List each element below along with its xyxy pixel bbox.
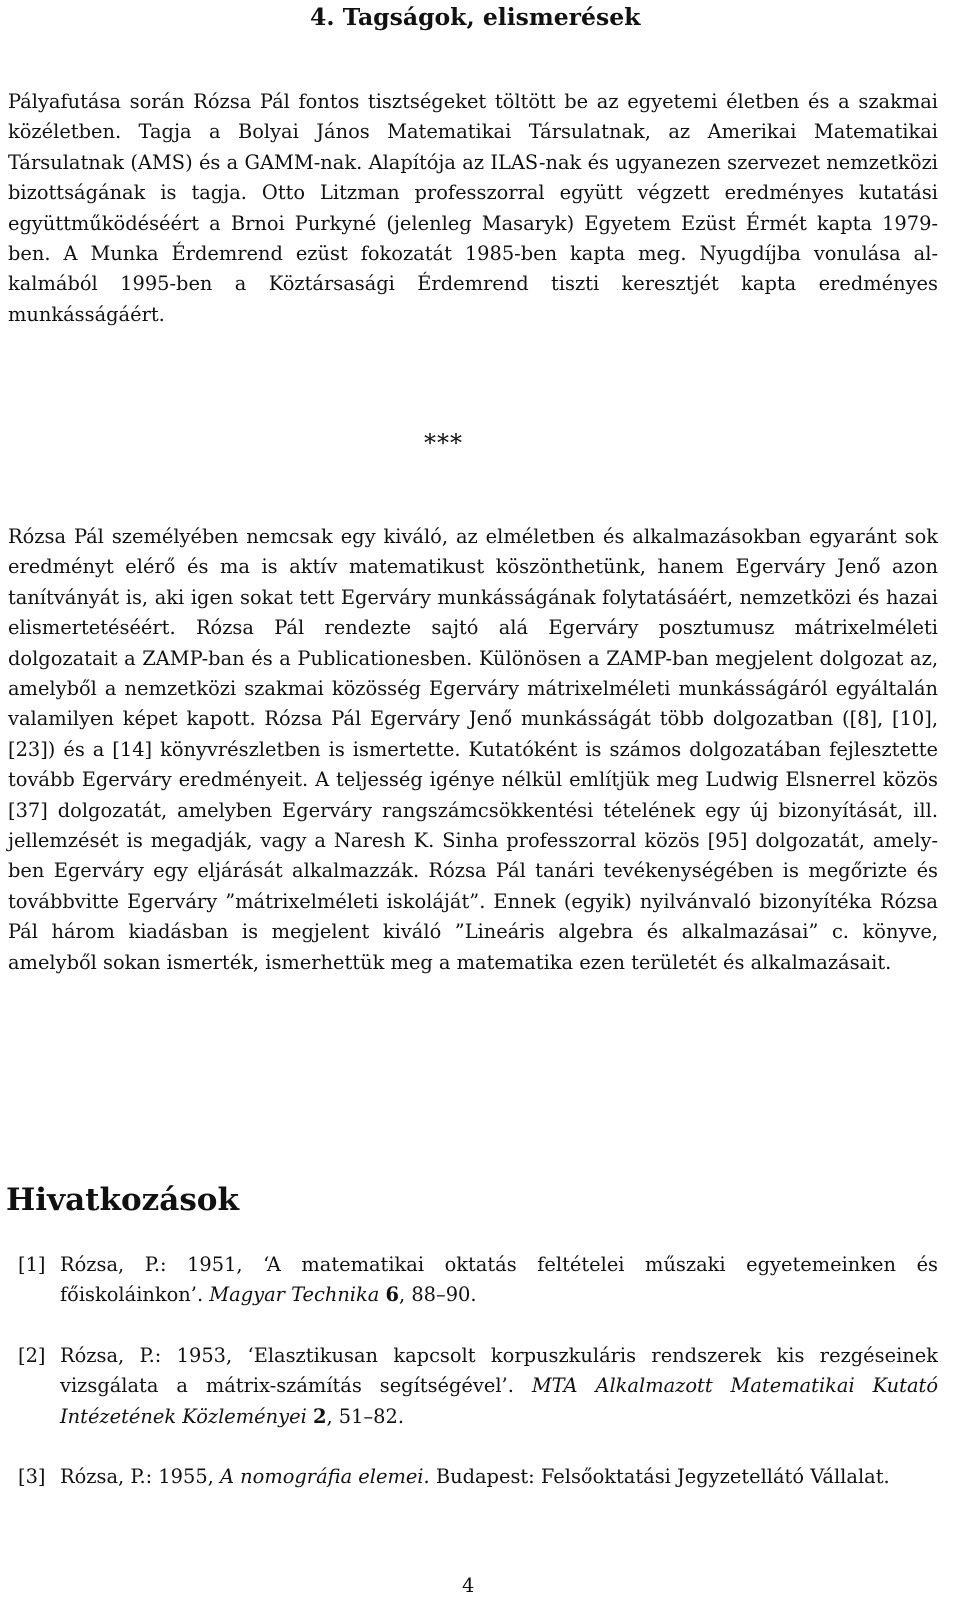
reference-item-3 bbox=[8, 1462, 938, 1492]
reference-number: [3] bbox=[18, 1465, 46, 1488]
reference-book-title: A nomográfia elemei. bbox=[220, 1465, 430, 1488]
reference-body bbox=[60, 1250, 938, 1311]
reference-number: [2] bbox=[18, 1344, 46, 1367]
reference-publisher: Budapest: Felsőoktatási Jegyzetellátó Vállalat. bbox=[435, 1465, 890, 1488]
reference-text: Rózsa, P.: 1951, ‘A matematikai oktatás feltételei műszaki egyetemeinken és főiskoláinkon’. bbox=[60, 1253, 938, 1307]
reference-number: [1] bbox=[18, 1253, 46, 1276]
reference-journal: MTA Alkalmazott Matematikai Kutató Intézetének Közleményei bbox=[60, 1374, 938, 1428]
reference-text: Rózsa, P.: 1953, ‘Elasztikusan kapcsolt korpuszkuláris rendszerek kis rezgéseinek vizsgálata a mátrix-számítás segítségével’. bbox=[60, 1344, 938, 1398]
paragraph-memberships: Pályafutása során Rózsa Pál fontos tisztségeket töltött be az egyetemi életben és a szakmai közéletben. Tagja a Bolyai János Matematikai Társulatnak, az Amerikai Matematikai Társulatnak (AMS) és a GAMM-nak. Alapítója az ILAS-nak és ugyanezen szervezet nemzetközi bizottságának is tagja. Otto Litzman professzorral együtt végzett eredményes kutatási együttműködéséért a Brnoi Purkyné (jelenleg Masaryk) Egyetem Ezüst Érmét kapta 1979-ben. A Munka Érdemrend ezüst fokozatát 1985-ben kapta meg. Nyugdíjba vonulása alkalmából 1995-ben a Köztársasági Érdemrend tiszti keresztjét kapta eredményes munkásságáért. bbox=[8, 90, 938, 326]
reference-text: Rózsa, P.: 1955, bbox=[60, 1465, 214, 1488]
reference-body bbox=[60, 1462, 938, 1492]
reference-volume: 6 bbox=[385, 1283, 399, 1307]
reference-pages: , 88–90. bbox=[399, 1283, 477, 1307]
page-number: 4 bbox=[462, 1574, 475, 1597]
section-title: 4. Tagságok, elismerések bbox=[310, 3, 641, 31]
section-separator: *** bbox=[424, 429, 463, 457]
reference-body bbox=[60, 1341, 938, 1432]
references-heading: Hivatkozások bbox=[6, 1182, 239, 1218]
reference-journal: Magyar Technika bbox=[209, 1283, 380, 1307]
reference-volume: 2 bbox=[312, 1404, 327, 1428]
reference-pages: , 51–82. bbox=[326, 1404, 404, 1428]
reference-item-1 bbox=[8, 1250, 938, 1311]
paragraph-egervary-legacy: Rózsa Pál személyében nemcsak egy kiváló, az elméletben és alkalmazásokban egyaránt sok eredményt elérő és ma is aktív matematikust köszönthetünk, hanem Egerváry Jenő azon tanítványát is, aki igen sokat tett Egerváry munkásságának folytatásáért, nemzetközi és hazai elismertetéséért. Rózsa Pál rendezte sajtó alá Egerváry posztumusz mátrixelméleti dolgozatait a ZAMP-ban és a Publicationesben. Különösen a ZAMP-ban megjelent dolgozat az, amelyből a nemzetközi szakmai közösség Egerváry mátrixelméleti munkásságáról egyáltalán valamilyen képet kapott. Rózsa Pál Egerváry Jenő munkásságát több dolgozatban ([8], [10], [23]) és a [14] könyvrészletben is ismertette. Kutatóként is számos dolgozatában fejlesztette tovább Egerváry eredményeit. A teljesség igénye nélkül említjük meg Ludwig Elsnerrel közös [37] dolgozatát, amelyben Egerváry rangszámcsökkentési tételének egy új bizonyítását, ill. jellemzését is megadják, vagy a Naresh K. Sinha professzorral közös [95] dolgozatát, amelyben Egerváry egy eljárását alkalmazzák. Rózsa Pál tanári tevékenységében is megőrizte és továbbvitte Egerváry ”mátrixelméleti iskoláját”. Ennek (egyik) nyilvánvaló bizonyítéka Rózsa Pál három kiadásban is megjelent kiváló ”Lineáris algebra és alkalmazásai” c. könyve, amelyből sokan ismerték, ismerhettük meg a matematika ezen területét és alkalmazásait. bbox=[8, 525, 938, 974]
reference-item-2 bbox=[8, 1341, 938, 1432]
